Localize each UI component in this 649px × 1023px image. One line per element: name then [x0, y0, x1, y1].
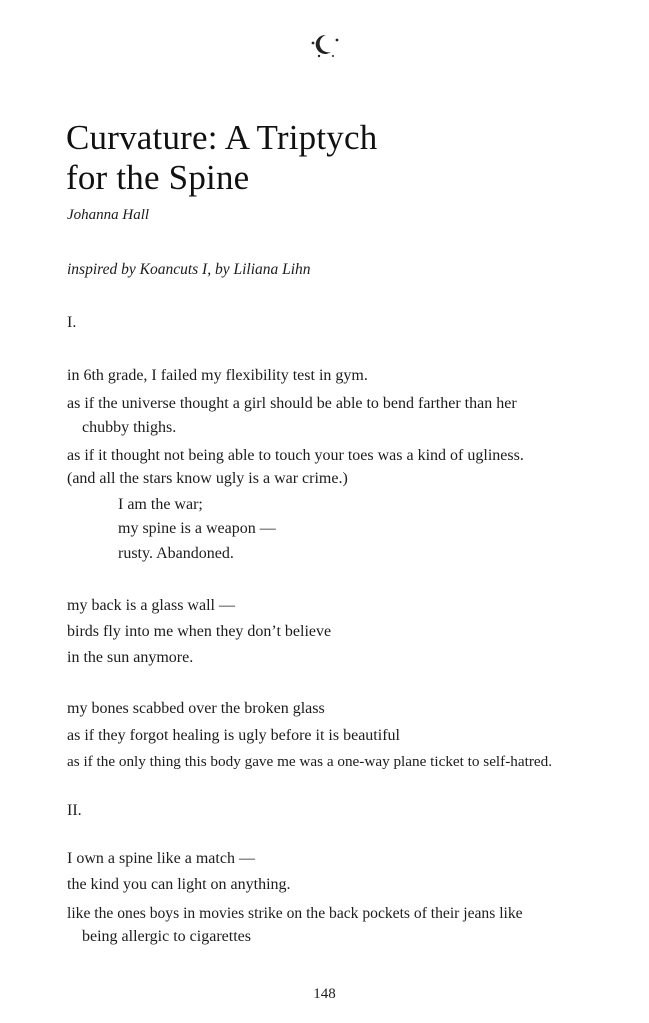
author-name: Johanna Hall	[67, 207, 150, 223]
section-heading-2: II.	[67, 802, 82, 819]
poem-line: rusty. Abandoned.	[118, 545, 234, 562]
poem-line: (and all the stars know ugly is a war crime.)	[67, 470, 348, 487]
section-heading-1: I.	[67, 314, 77, 331]
title-line-2: for the Spine	[66, 158, 250, 197]
inspired-by-note: inspired by Koancuts I, by Liliana Lihn	[67, 261, 311, 278]
ornament	[0, 30, 649, 65]
moon-and-stars-icon	[308, 30, 342, 60]
poem-line: being allergic to cigarettes	[82, 928, 251, 945]
poem-line: my back is a glass wall —	[67, 597, 235, 614]
poem-line: as if the universe thought a girl should be able to bend farther than her	[67, 395, 517, 412]
poem-line: I own a spine like a match —	[67, 850, 255, 867]
poem-line: my bones scabbed over the broken glass	[67, 700, 325, 717]
page-number: 148	[313, 986, 336, 1002]
poem-line: chubby thighs.	[82, 419, 177, 436]
poem-line: as if they forgot healing is ugly before it is beautiful	[67, 727, 400, 744]
poem-line: the kind you can light on anything.	[67, 876, 291, 893]
poem-line: in 6th grade, I failed my flexibility test in gym.	[67, 367, 368, 384]
poem-line: like the ones boys in movies strike on the back pockets of their jeans like	[67, 905, 523, 922]
title-line-1: Curvature: A Triptych	[66, 118, 378, 157]
poem-line: birds fly into me when they don’t believe	[67, 623, 332, 640]
poem-line: my spine is a weapon —	[118, 520, 276, 537]
poem-line: as if the only thing this body gave me was a one-way plane ticket to self-hatred.	[67, 753, 553, 770]
poem-line: I am the war;	[118, 496, 203, 513]
poem-line: as if it thought not being able to touch your toes was a kind of ugliness.	[67, 447, 524, 464]
poem-title	[66, 118, 586, 198]
poem-line: in the sun anymore.	[67, 649, 194, 666]
